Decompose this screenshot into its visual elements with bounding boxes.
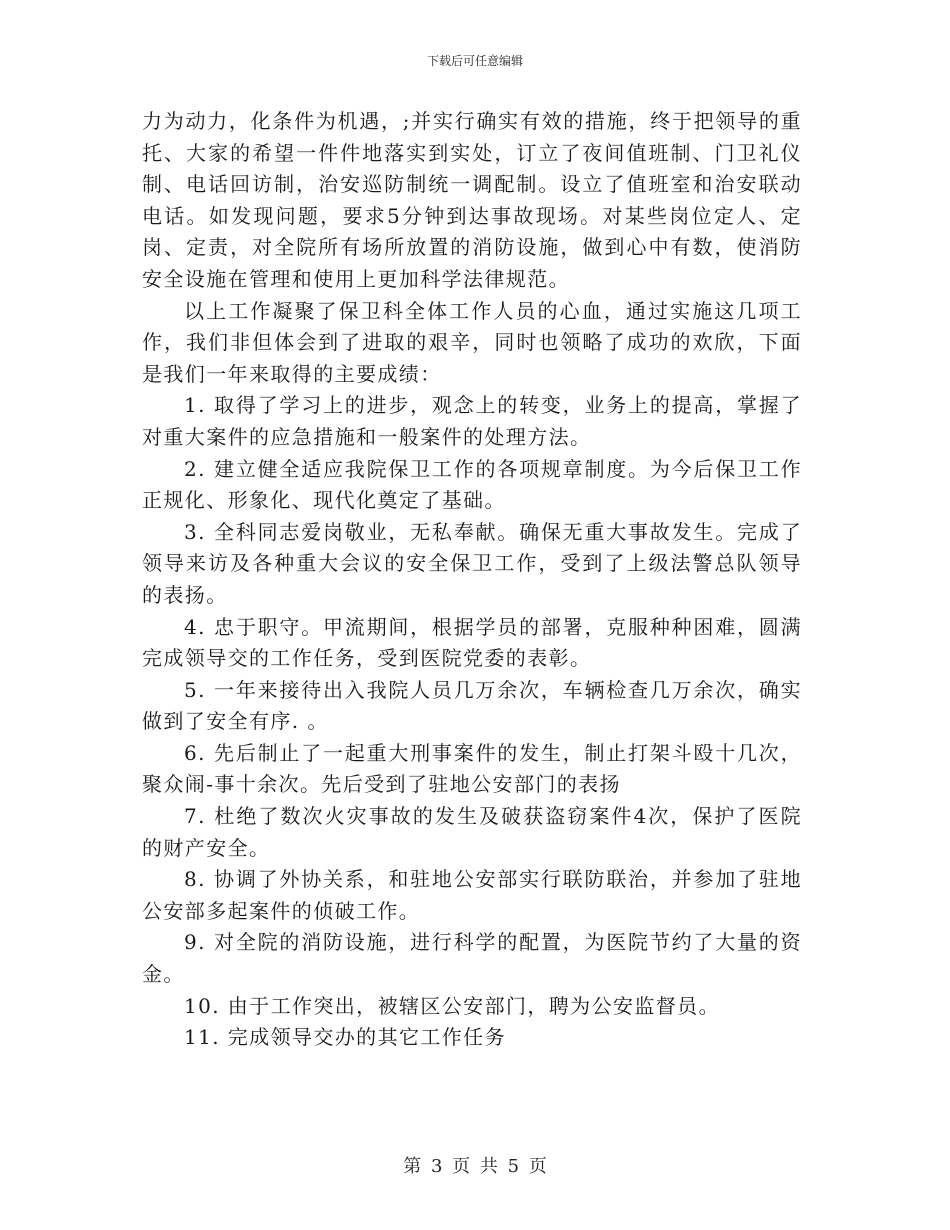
paragraph-summary-intro: 以上工作凝聚了保卫科全体工作人员的心血，通过实施这几项工作，我们非但体会到了进取的艰辛，同时也领略了成功的欢欣，下面是我们一年来取得的主要成绩： [142, 298, 802, 386]
achievement-item-8: 8. 协调了外协关系，和驻地公安部实行联防联治，并参加了驻地公安部多起案件的侦破工作。 [142, 867, 802, 923]
page-header: 下载后可任意编辑 [426, 54, 523, 68]
achievement-item-10: 10. 由于工作突出，被辖区公安部门，聘为公安监督员。 [184, 993, 720, 1018]
document-body [142, 106, 802, 1054]
achievement-item-1: 1. 取得了学习上的进步，观念上的转变，业务上的提高，掌握了对重大案件的应急措施和一般案件的处理方法。 [142, 393, 802, 449]
achievement-item-5: 5. 一年来接待出入我院人员几万余次，车辆检查几万余次，确实做到了安全有序. 。 [142, 677, 802, 734]
achievement-item-6: 6. 先后制止了一起重大刑事案件的发生，制止打架斗殴十几次，聚众闹-事十余次。先后受到了驻地公安部门的表扬 [142, 740, 802, 797]
achievement-item-4: 4. 忠于职守。甲流期间，根据学员的部署，克服种种困难，圆满完成领导交的工作任务，受到医院党委的表彰。 [142, 614, 802, 671]
achievement-item-11: 11. 完成领导交办的其它工作任务 [184, 1025, 506, 1050]
paragraph-continuation: 力为动力，化条件为机遇，;并实行确实有效的措施，终于把领导的重托、大家的希望一件件地落实到实处，订立了夜间值班制、门卫礼仪制、电话回访制，治安巡防制统一调配制。设立了值班室和治安联动电话。如发现问题，要求5分钟到达事故现场。对某些岗位定人、定岗、定责，对全院所有场所放置的消防设施，做到心中有数，使消防安全设施在管理和使用上更加科学法律规范。 [142, 109, 802, 291]
achievement-item-7: 7. 杜绝了数次火灾事故的发生及破获盗窃案件4次，保护了医院的财产安全。 [142, 804, 802, 860]
page-number-footer: 第 3 页 共 5 页 [403, 1156, 547, 1177]
achievement-item-3: 3. 全科同志爱岗敬业，无私奉献。确保无重大事故发生。完成了领导来访及各种重大会议的安全保卫工作，受到了上级法警总队领导的表扬。 [142, 519, 802, 607]
achievement-item-9: 9. 对全院的消防设施，进行科学的配置，为医院节约了大量的资金。 [142, 930, 802, 987]
achievement-item-2: 2. 建立健全适应我院保卫工作的各项规章制度。为今后保卫工作正规化、形象化、现代化奠定了基础。 [142, 456, 802, 513]
